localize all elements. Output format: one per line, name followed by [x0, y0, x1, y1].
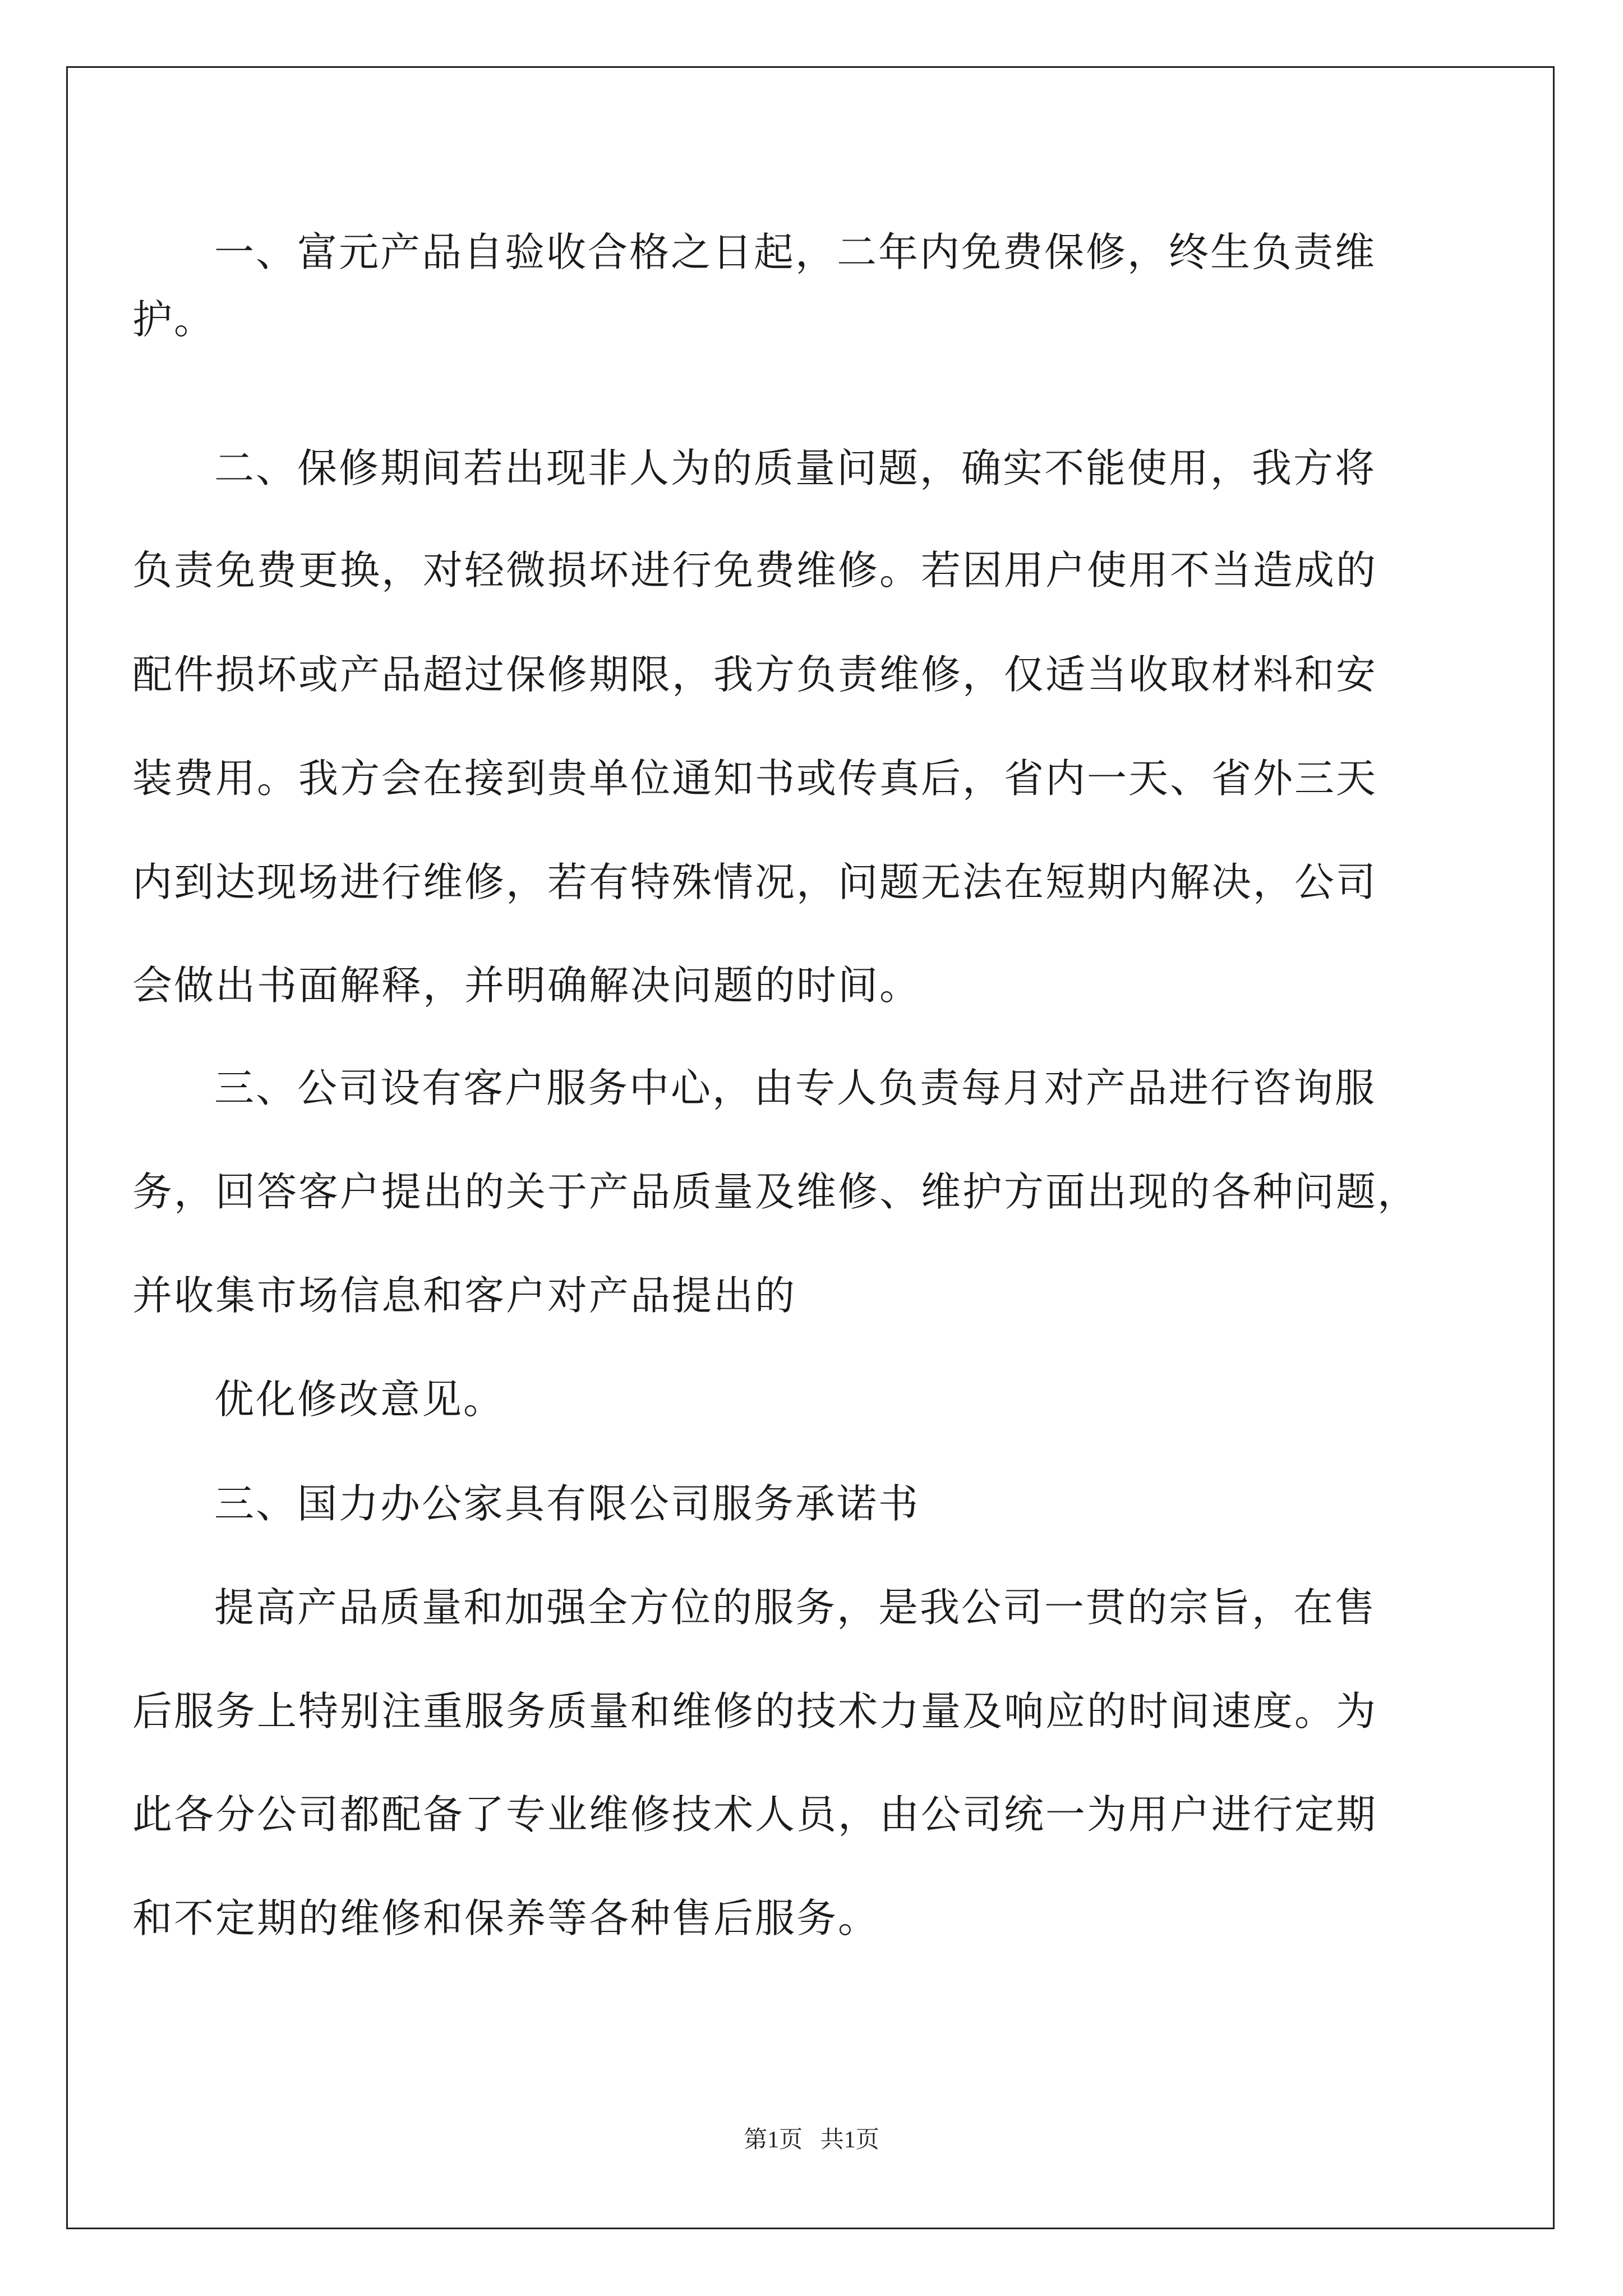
paragraph-5-line-4: 和不定期的维修和保养等各种售后服务。	[132, 1895, 880, 1941]
paragraph-3-line-3: 并收集市场信息和客户对产品提出的	[132, 1272, 797, 1319]
paragraph-3-line-2: 务，回答客户提出的关于产品质量及维修、维护方面出现的各种问题，	[132, 1168, 1419, 1215]
paragraph-1-line-2: 护。	[132, 296, 216, 343]
paragraph-2-line-3: 配件损坏或产品超过保修期限，我方负责维修，仅适当收取材料和安	[132, 651, 1378, 698]
paragraph-2-line-2: 负责免费更换，对轻微损坏进行免费维修。若因用户使用不当造成的	[132, 547, 1378, 593]
paragraph-2-line-4: 装费用。我方会在接到贵单位通知书或传真后，省内一天、省外三天	[132, 755, 1378, 802]
paragraph-5-line-1: 提高产品质量和加强全方位的服务，是我公司一贯的宗旨，在售	[214, 1584, 1377, 1631]
paragraph-1-line-1: 一、富元产品自验收合格之日起，二年内免费保修，终生负责维	[214, 229, 1377, 275]
page-number-footer: 第1页 共1页	[744, 2127, 879, 2153]
paragraph-5-line-3: 此各分公司都配备了专业维修技术人员，由公司统一为用户进行定期	[132, 1791, 1378, 1838]
paragraph-4-line-1: 优化修改意见。	[214, 1376, 505, 1423]
paragraph-2-line-6: 会做出书面解释，并明确解决问题的时间。	[132, 962, 921, 1009]
section-heading: 三、国力办公家具有限公司服务承诺书	[214, 1480, 920, 1527]
paragraph-3-line-1: 三、公司设有客户服务中心，由专人负责每月对产品进行咨询服	[214, 1065, 1377, 1111]
paragraph-5-line-2: 后服务上特别注重服务质量和维修的技术力量及响应的时间速度。为	[132, 1688, 1378, 1734]
paragraph-2-line-1: 二、保修期间若出现非人为的质量问题，确实不能使用，我方将	[214, 445, 1377, 491]
paragraph-2-line-5: 内到达现场进行维修，若有特殊情况，问题无法在短期内解决，公司	[132, 859, 1378, 905]
